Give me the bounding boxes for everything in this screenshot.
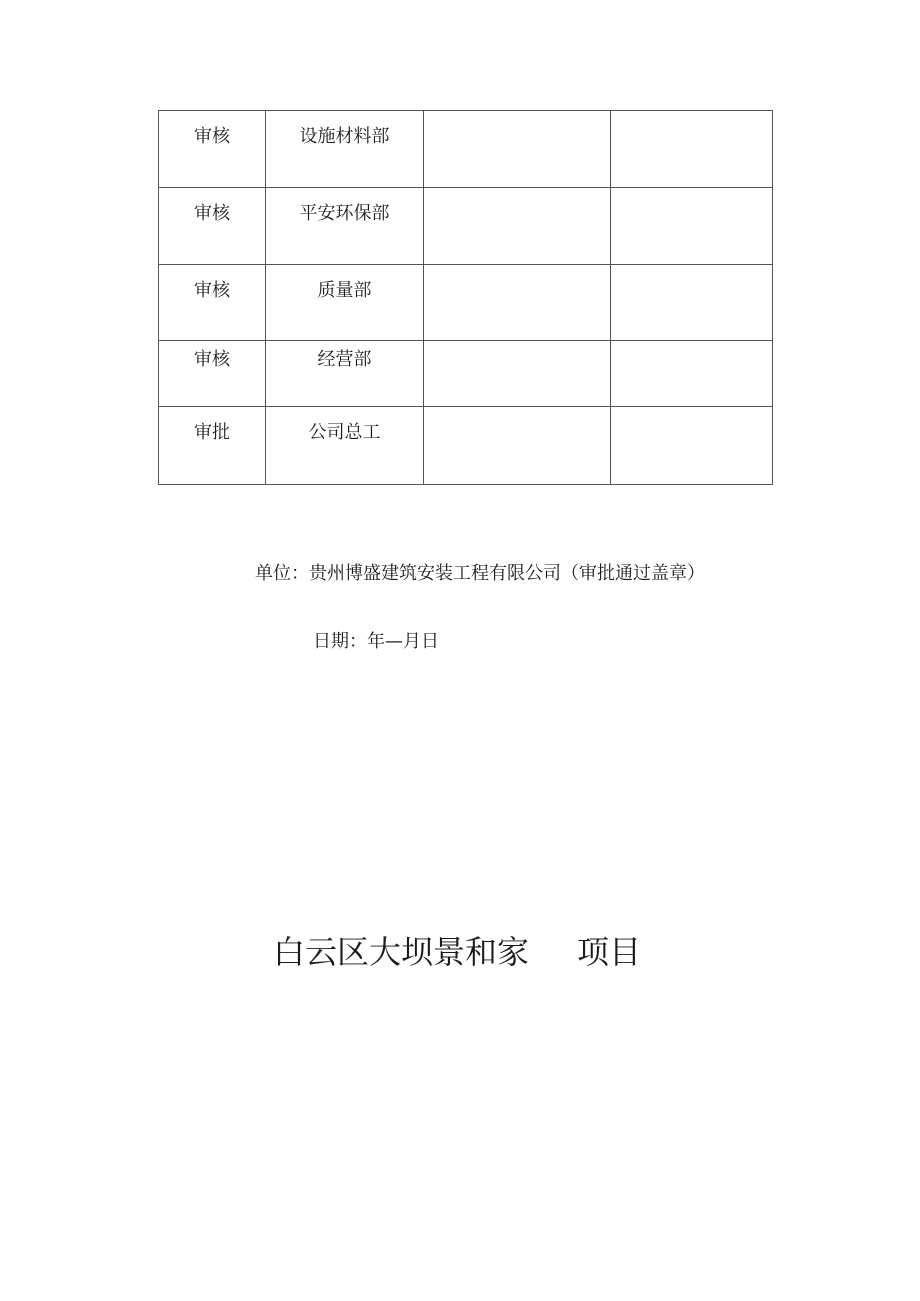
action-label: 审核 xyxy=(194,203,230,224)
department-cell xyxy=(266,341,424,407)
department-cell xyxy=(266,111,424,188)
table-row xyxy=(159,265,773,341)
action-cell xyxy=(159,265,266,341)
action-cell xyxy=(159,341,266,407)
opinion-cell xyxy=(424,188,611,265)
action-cell xyxy=(159,111,266,188)
action-label: 审核 xyxy=(194,126,230,147)
opinion-cell xyxy=(424,407,611,485)
signature-cell xyxy=(611,265,773,341)
department-label: 质量部 xyxy=(317,280,372,301)
action-label: 审核 xyxy=(194,280,230,301)
opinion-cell xyxy=(424,341,611,407)
opinion-cell xyxy=(424,111,611,188)
opinion-cell xyxy=(424,265,611,341)
signature-cell xyxy=(611,407,773,485)
department-cell xyxy=(266,265,424,341)
signature-cell xyxy=(611,188,773,265)
department-cell xyxy=(266,188,424,265)
date-line: 日期：年—月日 xyxy=(313,631,439,652)
department-label: 公司总工 xyxy=(308,422,381,443)
table-row xyxy=(159,188,773,265)
project-title xyxy=(273,930,641,974)
action-cell xyxy=(159,188,266,265)
table-row xyxy=(159,407,773,485)
project-name: 白云区大坝景和家 xyxy=(273,933,530,971)
table-row xyxy=(159,111,773,188)
signature-cell xyxy=(611,111,773,188)
department-label: 设施材料部 xyxy=(299,126,390,147)
department-label: 平安环保部 xyxy=(299,203,390,224)
department-cell xyxy=(266,407,424,485)
project-suffix: 项目 xyxy=(577,933,642,971)
action-label: 审核 xyxy=(194,349,230,370)
approval-table xyxy=(158,110,773,485)
department-label: 经营部 xyxy=(317,349,372,370)
unit-line: 单位：贵州博盛建筑安装工程有限公司（审批通过盖章） xyxy=(255,563,705,584)
signature-cell xyxy=(611,341,773,407)
table-row xyxy=(159,341,773,407)
action-label: 审批 xyxy=(194,422,230,443)
action-cell xyxy=(159,407,266,485)
